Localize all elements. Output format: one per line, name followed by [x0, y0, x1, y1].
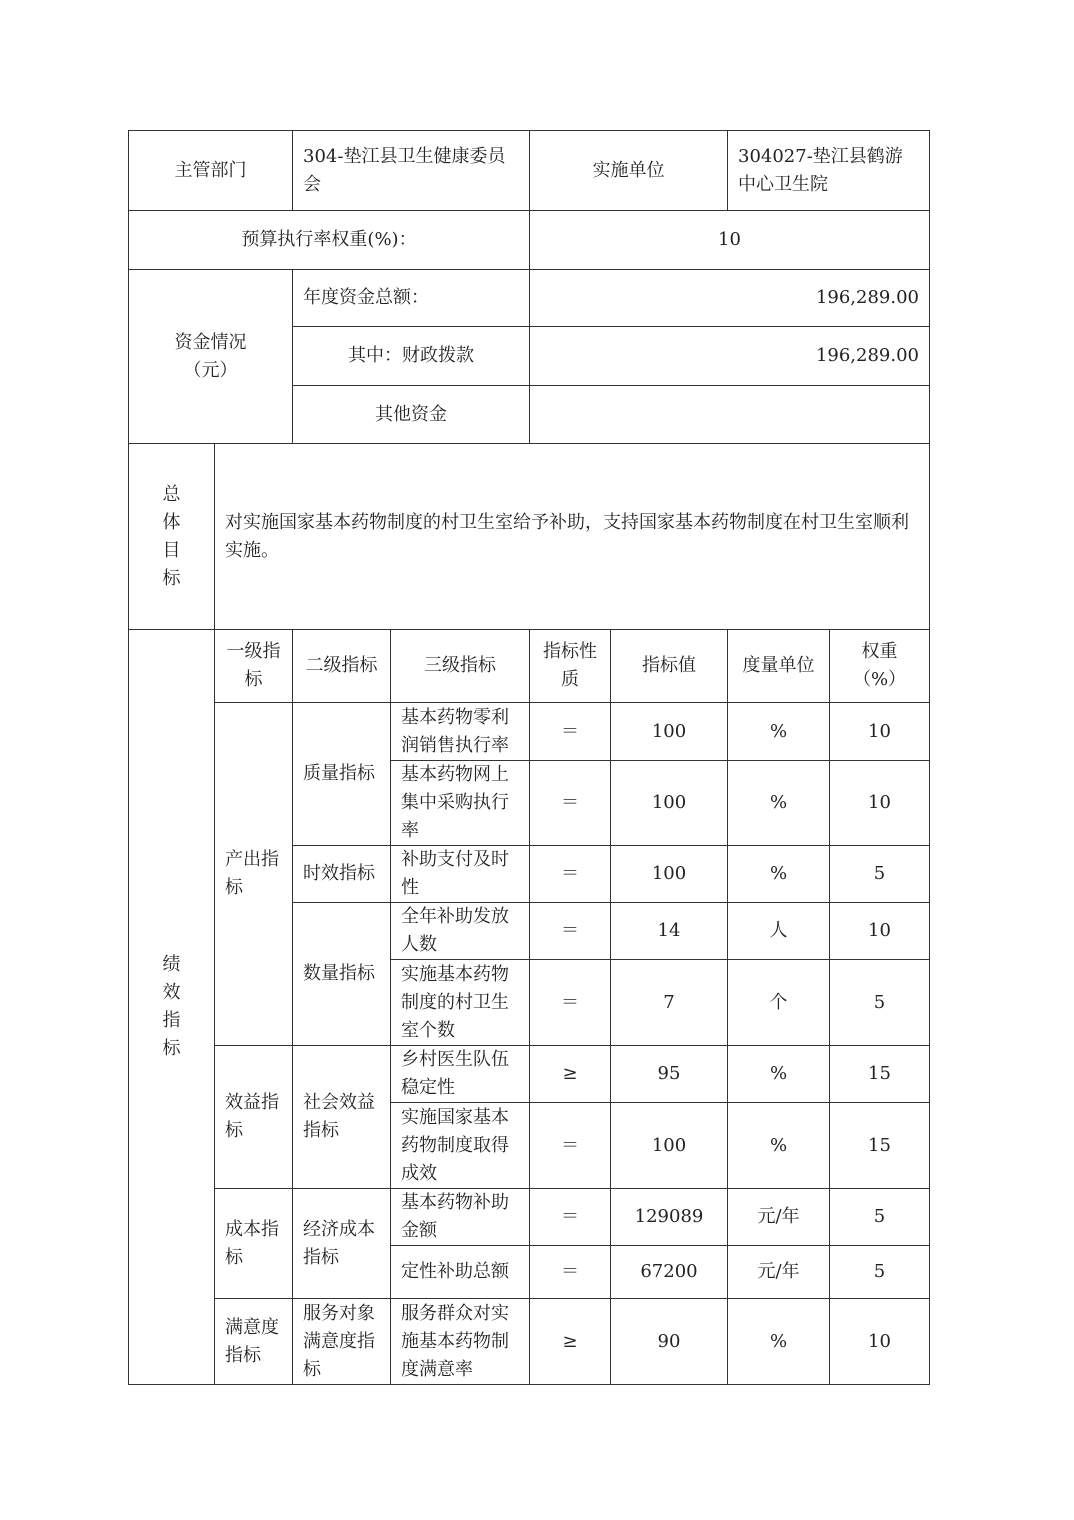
indicator-name: 服务群众对实施基本药物制度满意率	[391, 1299, 530, 1385]
indicator-weight: 5	[830, 960, 930, 1046]
dept-value: 304-垫江县卫生健康委员会	[293, 131, 530, 211]
table-row	[129, 1299, 930, 1385]
indicator-name: 补助支付及时性	[391, 846, 530, 903]
level2-cell: 时效指标	[293, 846, 391, 903]
dept-label: 主管部门	[129, 131, 293, 211]
table-row	[129, 703, 930, 761]
indicator-name: 全年补助发放人数	[391, 903, 530, 960]
indicator-op: ＝	[530, 1103, 611, 1189]
perf-header-row	[129, 630, 930, 703]
level2-cell: 质量指标	[293, 703, 391, 846]
indicator-name: 基本药物网上集中采购执行率	[391, 761, 530, 846]
indicator-weight: 10	[830, 1299, 930, 1385]
goal-row	[129, 444, 930, 630]
perf-label	[129, 630, 215, 1385]
indicator-unit: %	[728, 1046, 830, 1103]
perf-label-text: 绩效指标	[162, 954, 181, 1059]
indicator-unit: 元/年	[728, 1189, 830, 1246]
funds-total-row	[129, 270, 930, 327]
indicator-op: ≥	[530, 1299, 611, 1385]
col-header: 一级指标	[215, 630, 293, 703]
header-row	[129, 131, 930, 211]
indicator-unit: %	[728, 1103, 830, 1189]
funds-fiscal-label: 其中：财政拨款	[293, 327, 530, 386]
indicator-name: 基本药物补助金额	[391, 1189, 530, 1246]
indicator-value: 67200	[611, 1246, 728, 1299]
indicator-unit: %	[728, 1299, 830, 1385]
budget-rate-label: 预算执行率权重(%)：	[129, 211, 530, 270]
indicator-value: 14	[611, 903, 728, 960]
col-header: 指标值	[611, 630, 728, 703]
goal-label	[129, 444, 215, 630]
indicator-unit: %	[728, 846, 830, 903]
indicator-weight: 10	[830, 903, 930, 960]
indicator-value: 95	[611, 1046, 728, 1103]
col-header: 度量单位	[728, 630, 830, 703]
performance-table	[128, 130, 930, 1385]
funds-label	[129, 270, 293, 444]
indicator-name: 实施国家基本药物制度取得成效	[391, 1103, 530, 1189]
unit-value: 304027-垫江县鹤游中心卫生院	[728, 131, 930, 211]
indicator-op: ＝	[530, 1189, 611, 1246]
indicator-unit: 人	[728, 903, 830, 960]
budget-rate-value: 10	[530, 211, 930, 270]
col-header: 指标性质	[530, 630, 611, 703]
level1-cell: 产出指标	[215, 703, 293, 1046]
indicator-value: 100	[611, 1103, 728, 1189]
funds-total-label: 年度资金总额：	[293, 270, 530, 327]
indicator-name: 定性补助总额	[391, 1246, 530, 1299]
funds-other-value	[530, 386, 930, 444]
table-row	[129, 1189, 930, 1246]
indicator-op: ＝	[530, 1246, 611, 1299]
goal-label-text: 总体目标	[162, 483, 181, 589]
indicator-weight: 10	[830, 703, 930, 761]
indicator-weight: 5	[830, 1246, 930, 1299]
level2-cell: 数量指标	[293, 903, 391, 1046]
indicator-weight: 10	[830, 761, 930, 846]
indicator-op: ≥	[530, 1046, 611, 1103]
funds-other-label: 其他资金	[293, 386, 530, 444]
level1-cell: 效益指标	[215, 1046, 293, 1189]
indicator-name: 乡村医生队伍稳定性	[391, 1046, 530, 1103]
indicator-weight: 15	[830, 1046, 930, 1103]
level2-cell: 经济成本指标	[293, 1189, 391, 1299]
indicator-unit: 个	[728, 960, 830, 1046]
col-header: 权重（%）	[830, 630, 930, 703]
indicator-weight: 5	[830, 846, 930, 903]
indicator-op: ＝	[530, 846, 611, 903]
indicator-value: 90	[611, 1299, 728, 1385]
col-header: 二级指标	[293, 630, 391, 703]
indicator-weight: 15	[830, 1103, 930, 1189]
level2-cell: 服务对象满意度指标	[293, 1299, 391, 1385]
indicator-value: 100	[611, 761, 728, 846]
indicator-unit: 元/年	[728, 1246, 830, 1299]
level2-cell: 社会效益指标	[293, 1046, 391, 1189]
indicator-weight: 5	[830, 1189, 930, 1246]
level1-cell: 满意度指标	[215, 1299, 293, 1385]
indicator-op: ＝	[530, 761, 611, 846]
indicator-unit: %	[728, 703, 830, 761]
indicator-unit: %	[728, 761, 830, 846]
indicator-value: 100	[611, 703, 728, 761]
unit-label: 实施单位	[530, 131, 728, 211]
indicator-op: ＝	[530, 960, 611, 1046]
level1-cell: 成本指标	[215, 1189, 293, 1299]
table-row	[129, 1046, 930, 1103]
funds-label-text: 资金情况（元）	[174, 331, 247, 381]
indicator-value: 129089	[611, 1189, 728, 1246]
indicator-value: 7	[611, 960, 728, 1046]
indicator-name: 基本药物零利润销售执行率	[391, 703, 530, 761]
funds-fiscal-value: 196,289.00	[530, 327, 930, 386]
funds-total-value: 196,289.00	[530, 270, 930, 327]
goal-text: 对实施国家基本药物制度的村卫生室给予补助，支持国家基本药物制度在村卫生室顺利实施。	[215, 444, 930, 630]
indicator-name: 实施基本药物制度的村卫生室个数	[391, 960, 530, 1046]
indicator-op: ＝	[530, 703, 611, 761]
indicator-op: ＝	[530, 903, 611, 960]
budget-rate-row	[129, 211, 930, 270]
col-header: 三级指标	[391, 630, 530, 703]
indicator-value: 100	[611, 846, 728, 903]
